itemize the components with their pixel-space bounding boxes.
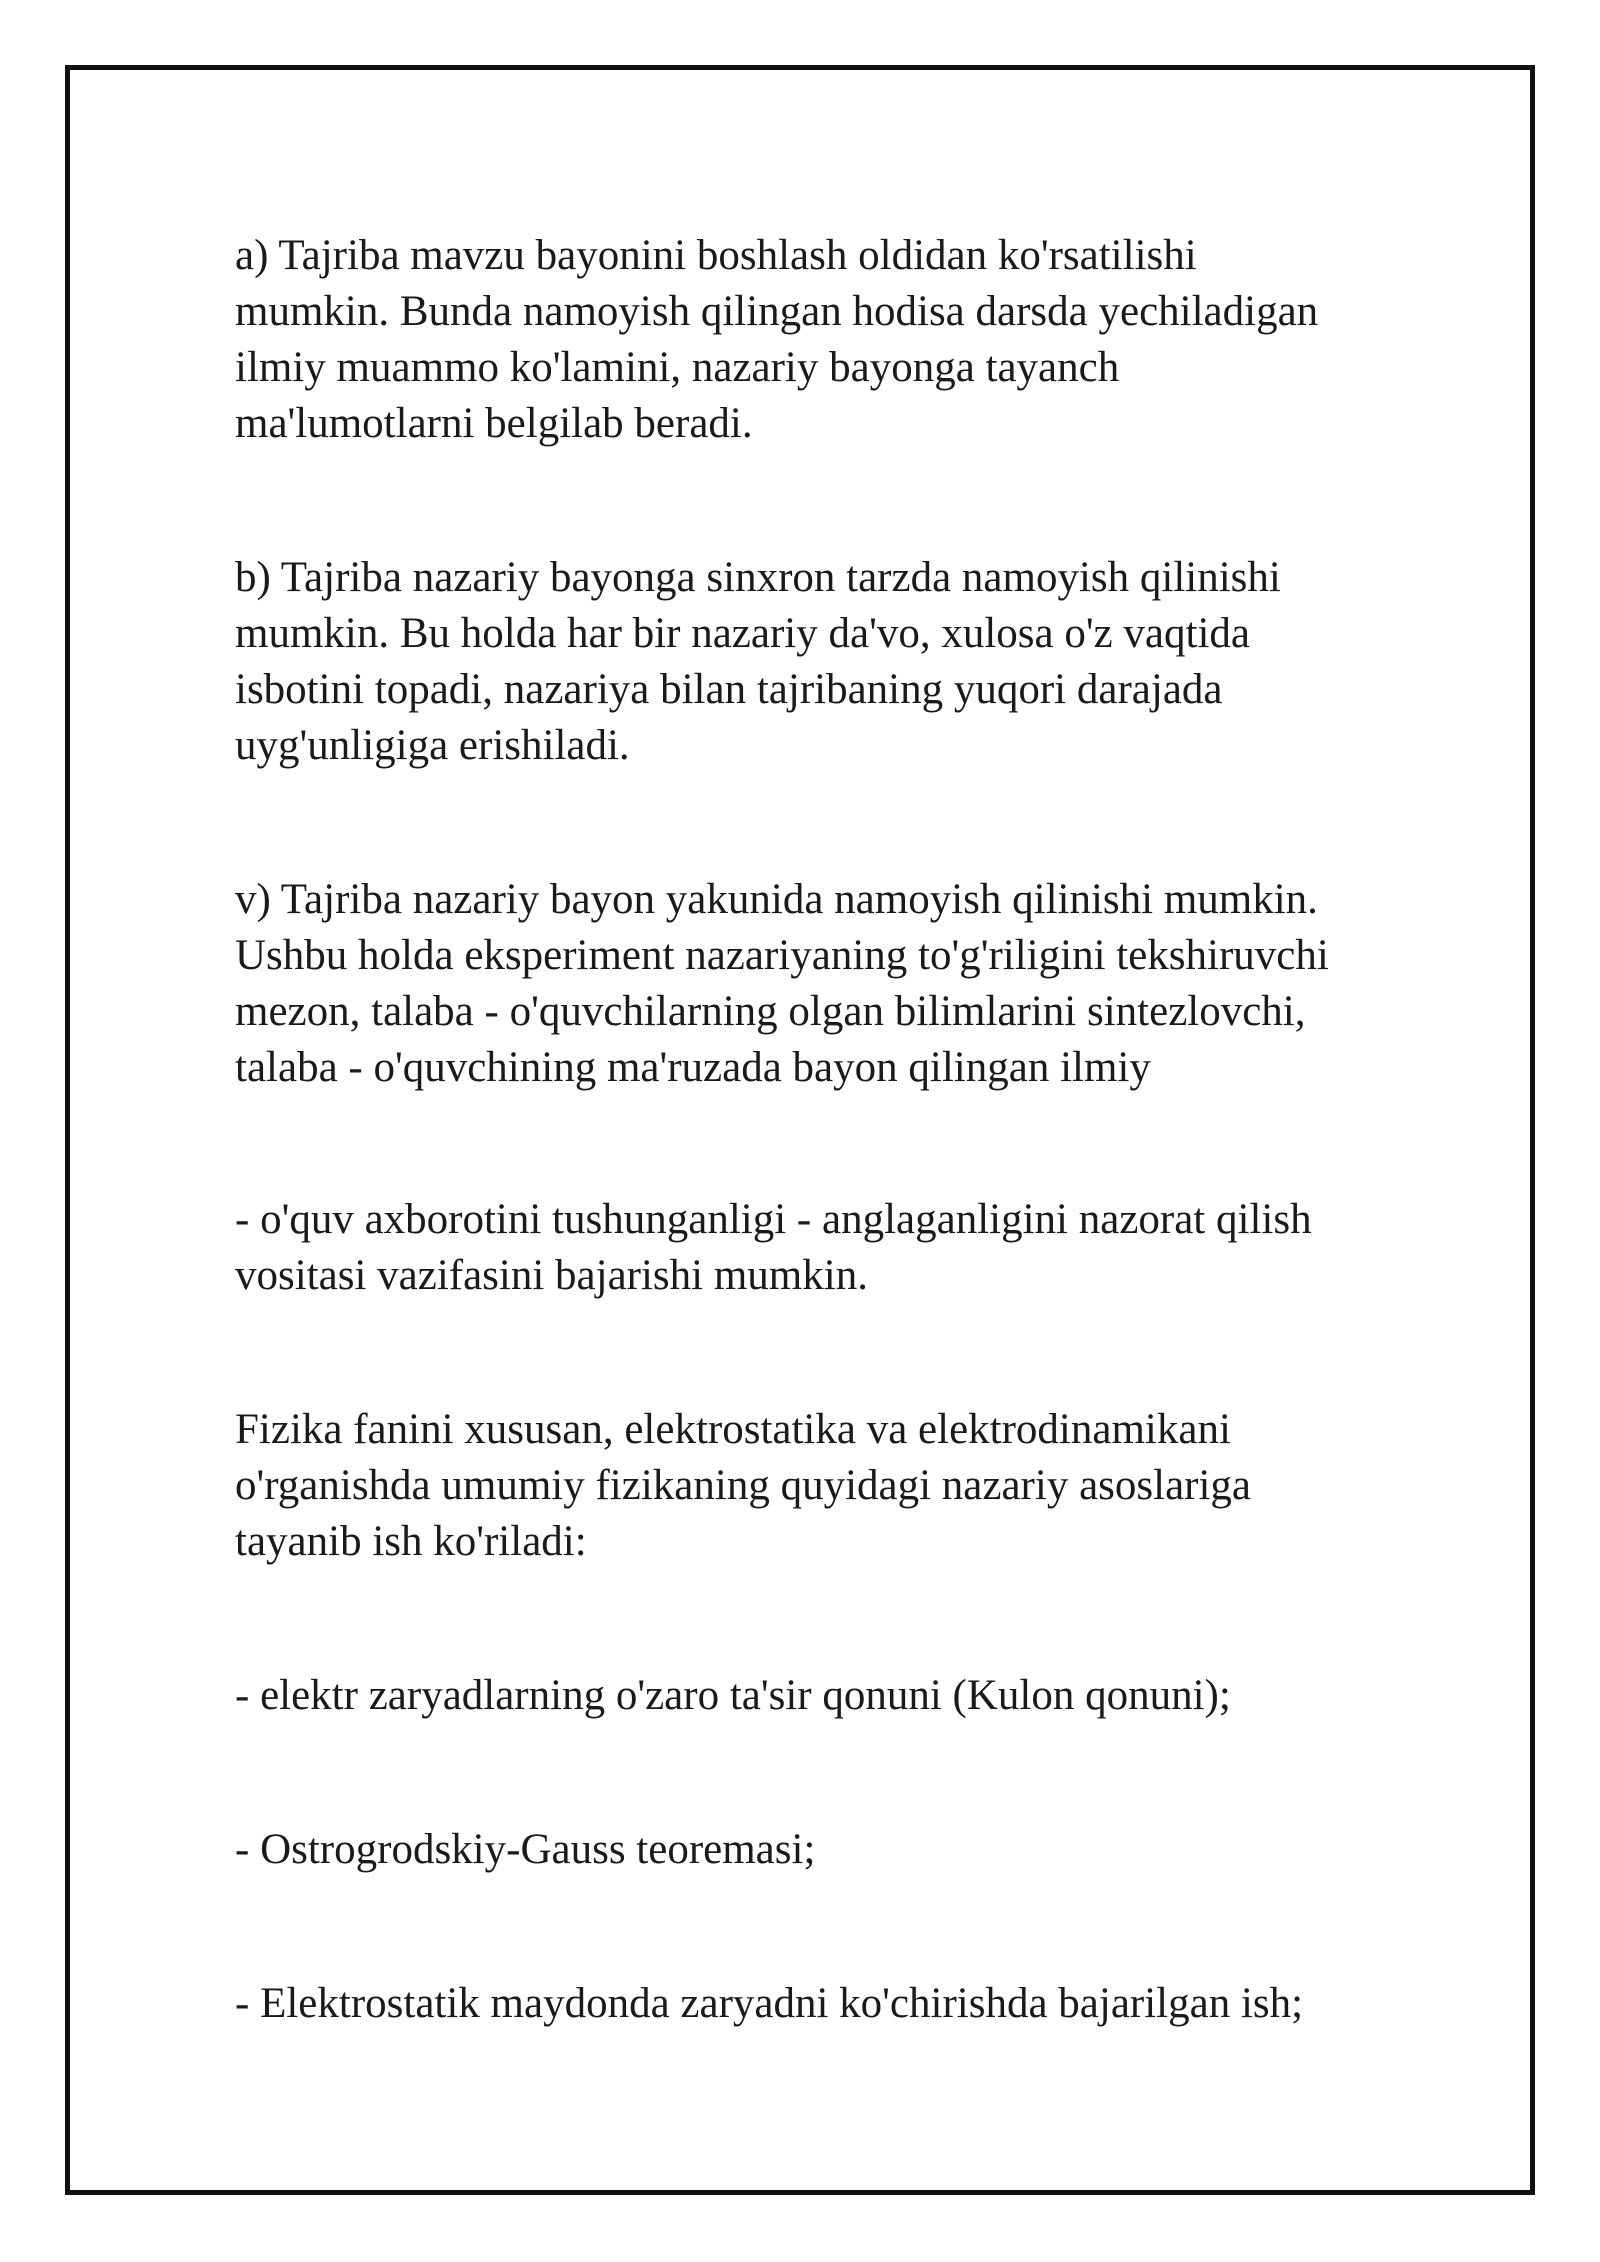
text-line: ilmiy muammo ko'lamini, nazariy bayonga tayanch xyxy=(235,344,1120,391)
list-item-gauss xyxy=(235,1822,1525,1878)
paragraph-a xyxy=(235,228,1525,452)
text-line: - elektr zaryadlarning o'zaro ta'sir qonuni (Kulon qonuni); xyxy=(235,1672,1231,1719)
text-line: - o'quv axborotini tushunganligi - anglaganligini nazorat qilish xyxy=(235,1196,1312,1243)
text-line: - Ostrogrodskiy-Gauss teoremasi; xyxy=(235,1826,816,1873)
text-line: isbotini topadi, nazariya bilan tajribaning yuqori darajada xyxy=(235,666,1223,713)
text-line: Fizika fanini xususan, elektrostatika va elektrodinamikani xyxy=(235,1406,1231,1453)
text-line: tayanib ish ko'riladi: xyxy=(235,1518,587,1565)
text-line: b) Tajriba nazariy bayonga sinxron tarzda namoyish qilinishi xyxy=(235,554,1281,601)
text-line: v) Tajriba nazariy bayon yakunida namoyish qilinishi mumkin. xyxy=(235,876,1318,923)
text-line: mezon, talaba - o'quvchilarning olgan bilimlarini sintezlovchi, xyxy=(235,988,1306,1035)
text-line: ma'lumotlarni belgilab beradi. xyxy=(235,400,753,447)
text-line: mumkin. Bu holda har bir nazariy da'vo, xulosa o'z vaqtida xyxy=(235,610,1250,657)
text-line: vositasi vazifasini bajarishi mumkin. xyxy=(235,1252,868,1299)
paragraph-v xyxy=(235,872,1525,1096)
text-line: uyg'unligiga erishiladi. xyxy=(235,722,630,769)
text-line: - Elektrostatik maydonda zaryadni ko'chirishda bajarilgan ish; xyxy=(235,1980,1304,2027)
page-frame xyxy=(65,65,1535,2195)
text-line: o'rganishda umumiy fizikaning quyidagi nazariy asoslariga xyxy=(235,1462,1252,1509)
list-item-ish xyxy=(235,1976,1525,2032)
text-line: mumkin. Bunda namoyish qilingan hodisa darsda yechiladigan xyxy=(235,288,1319,335)
text-line: talaba - o'quvchining ma'ruzada bayon qilingan ilmiy xyxy=(235,1044,1151,1091)
paragraph-fizika xyxy=(235,1402,1525,1570)
paragraph-control xyxy=(235,1192,1525,1304)
text-line: a) Tajriba mavzu bayonini boshlash oldidan ko'rsatilishi xyxy=(235,232,1197,279)
paragraph-b xyxy=(235,550,1525,774)
text-line: Ushbu holda eksperiment nazariyaning to'g'riligini tekshiruvchi xyxy=(235,932,1329,979)
list-item-kulon xyxy=(235,1668,1525,1724)
